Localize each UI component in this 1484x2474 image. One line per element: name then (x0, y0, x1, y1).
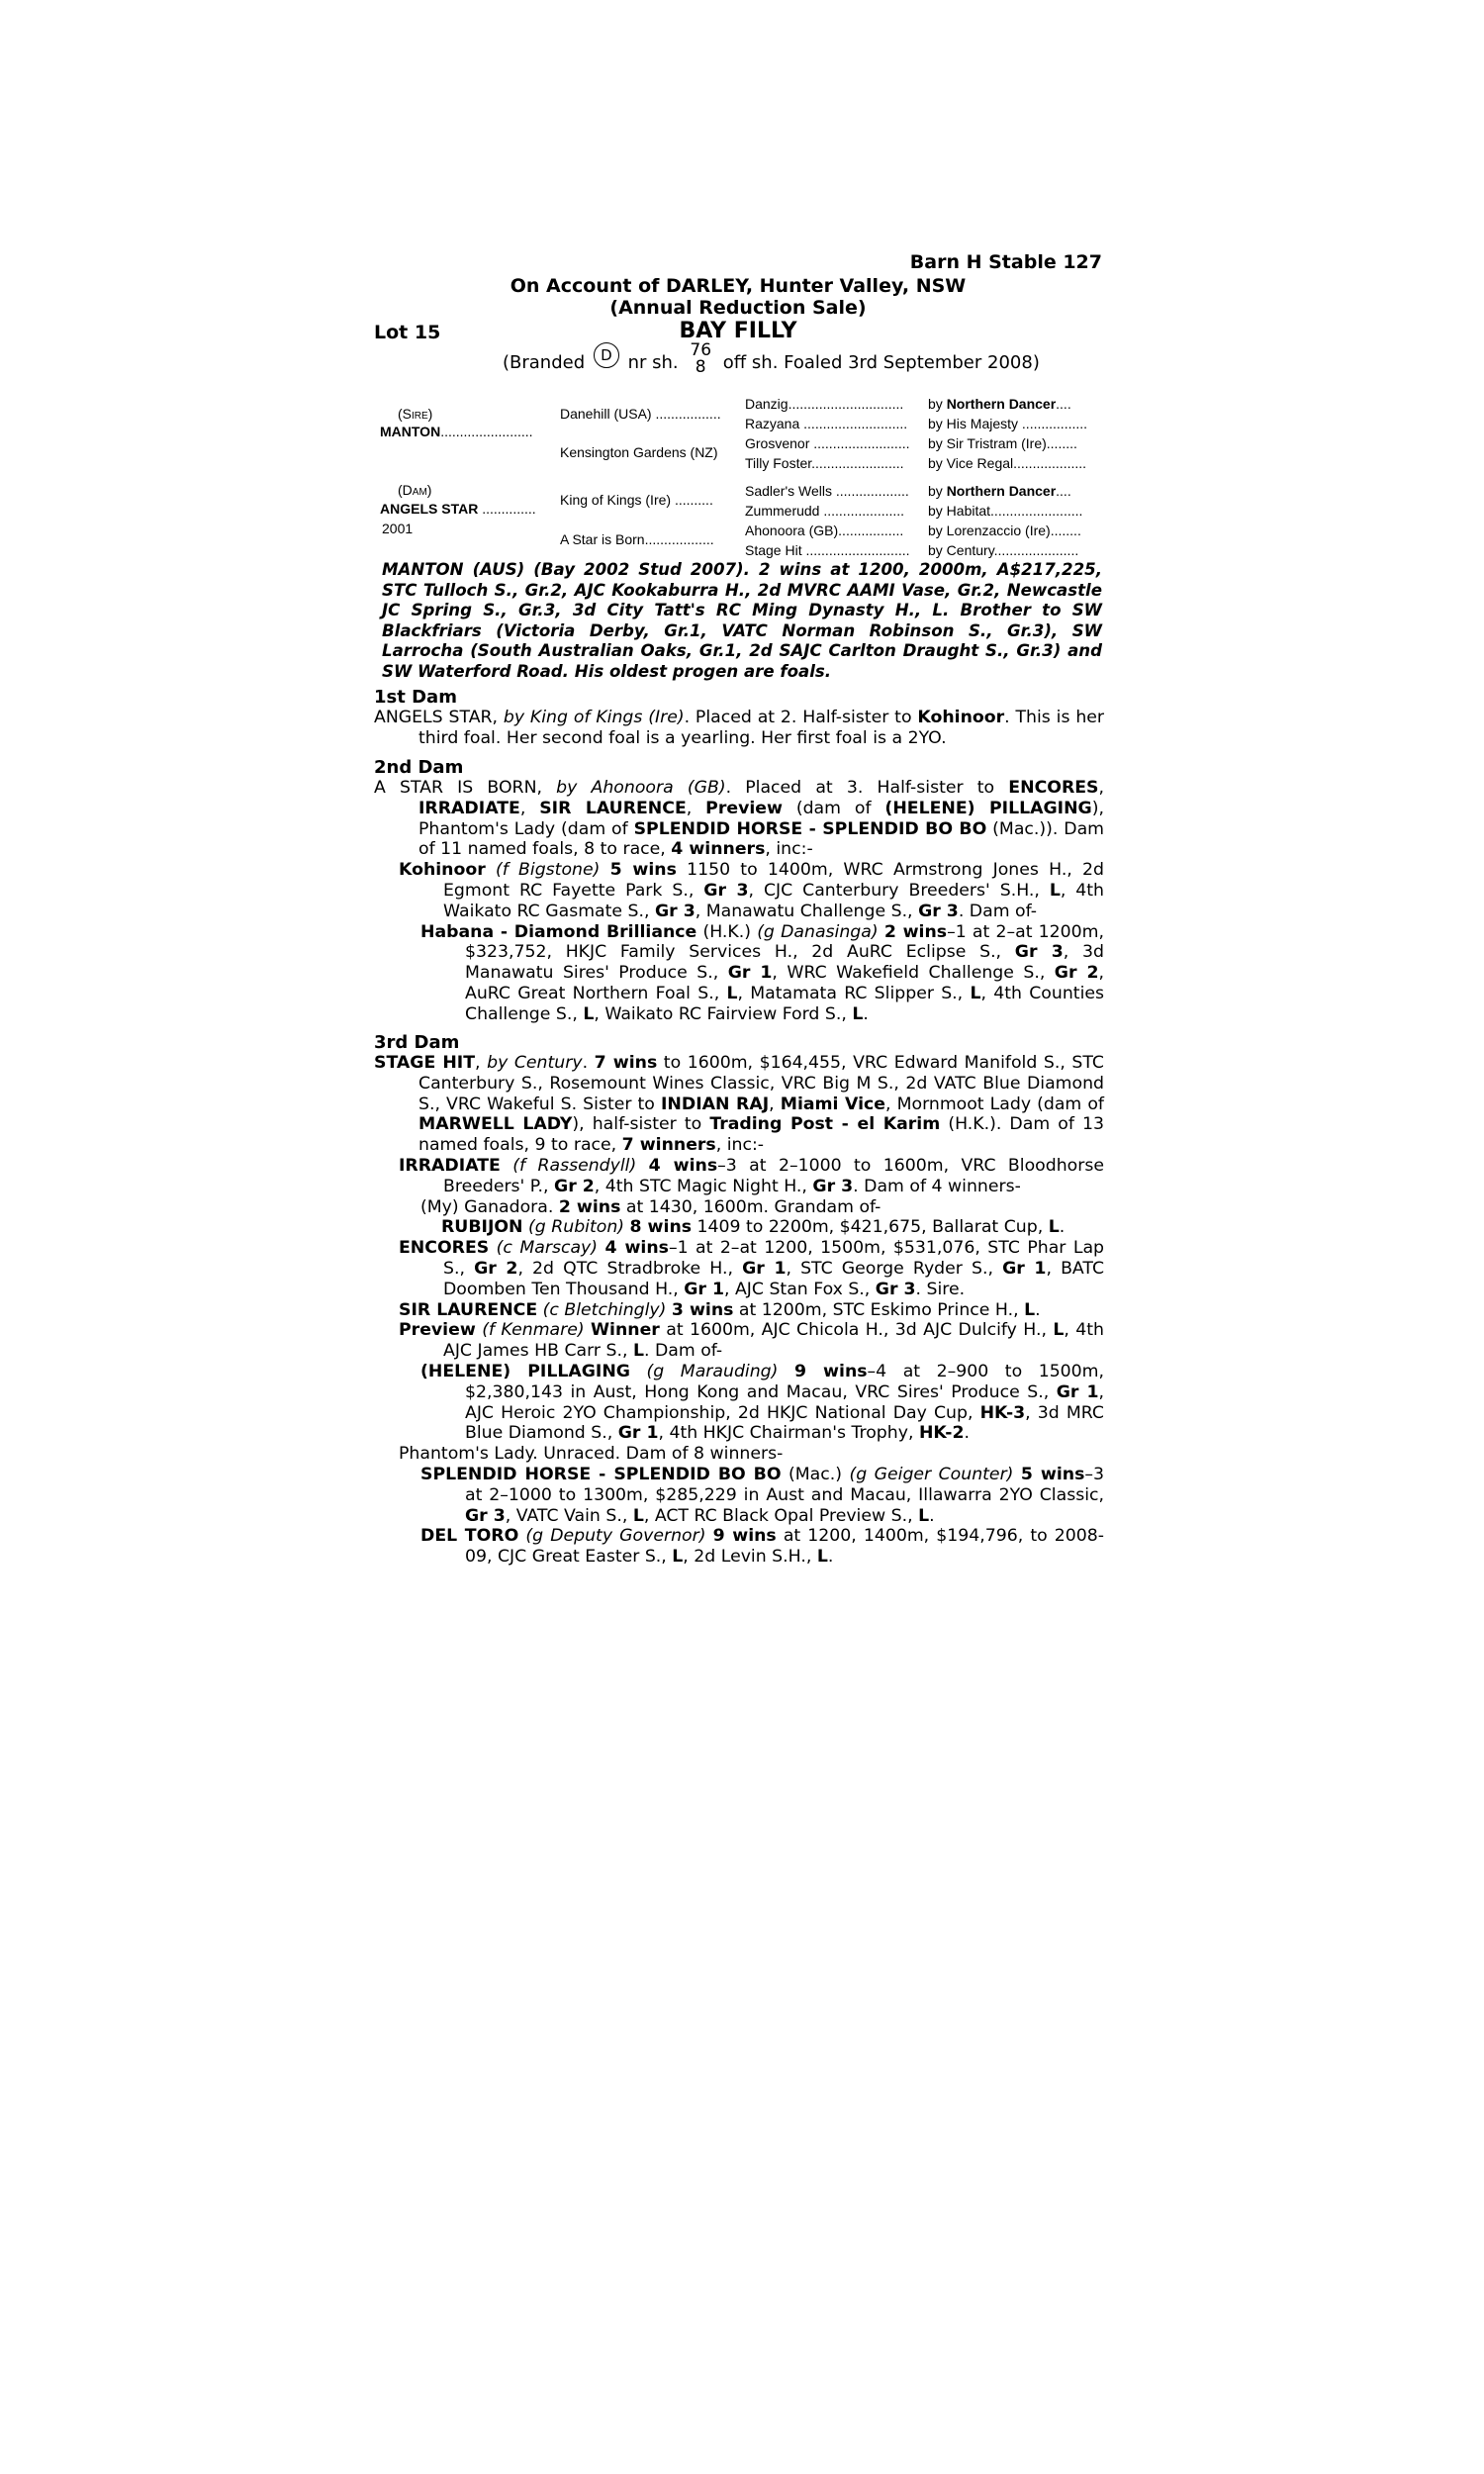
bold-run: Preview (705, 798, 783, 818)
italic-run: (f Bigstone) (496, 860, 601, 881)
text-run: (H.K.) (696, 921, 758, 942)
lot-number: Lot 15 (374, 322, 441, 343)
text-run: . (929, 1505, 935, 1526)
text-run (600, 860, 609, 880)
ancestor: Danzig.............................. (745, 396, 904, 412)
text-run: at 1200, 1400m, $194,796, to 2008-09, CJC Great Easter S., (465, 1526, 1104, 1568)
text-run: , 4th Counties Challenge S., (465, 983, 1105, 1024)
pedigree-paragraph (374, 922, 1104, 1025)
bold-run: Gr 3 (918, 901, 959, 921)
text-run: , 4th HKJC Chairman's Trophy, (658, 1423, 919, 1444)
text-run: , (1098, 778, 1104, 798)
bold-run: HK-3 (979, 1402, 1026, 1423)
text-run: , AJC Stan Fox S., (724, 1279, 876, 1299)
bold-run: L (970, 983, 981, 1003)
text-run: . (1035, 1299, 1041, 1320)
bold-run: Gr 3 (1014, 942, 1064, 963)
ancestor-sire: by Vice Regal................... (928, 455, 1087, 471)
italic-run: (g Geiger Counter) (849, 1464, 1014, 1484)
ancestor-by: by (928, 396, 943, 412)
brand-line (503, 340, 1040, 380)
text-run: –1 at 2–at 1200, 1500m, $531,076, STC Phar Lap S., (443, 1238, 1105, 1279)
italic-run: (g Rubiton) (528, 1217, 625, 1238)
bold-run: 3 wins (671, 1299, 734, 1320)
bold-run: Gr 1 (684, 1279, 724, 1299)
bold-run: Trading Post - el Karim (709, 1114, 941, 1135)
bold-run: DEL TORO (420, 1526, 519, 1547)
bold-run: 9 wins (712, 1526, 777, 1547)
text-run: (Mac.)). Dam of 11 named foals, 8 to race, (418, 818, 1104, 860)
bold-run: Kohinoor (917, 708, 1005, 727)
bold-run: RUBIJON (441, 1217, 523, 1238)
text-run: (dam of (782, 798, 885, 818)
pedigree-paragraph (374, 778, 1104, 860)
second-dam-body (374, 778, 1104, 1025)
bold-run: ENCORES (399, 1238, 490, 1259)
text-run (630, 1362, 647, 1381)
pedigree-paragraph (374, 1217, 1104, 1238)
text-run: , CJC Canterbury Breeders' S.H., (748, 880, 1050, 901)
bold-run: IRRADIATE (399, 1155, 501, 1176)
bold-run: Miami Vice (780, 1094, 886, 1114)
bold-run: 4 wins (648, 1155, 718, 1176)
bold-run: L (1048, 1217, 1060, 1238)
sire-name: MANTON (380, 424, 441, 439)
text-run: , Manawatu Challenge S., (695, 901, 919, 921)
pedigree-paragraph (374, 1156, 1104, 1197)
text-run: Phantom's Lady. Unraced. Dam of 8 winners- (399, 1444, 784, 1465)
second-dam-section (374, 757, 1104, 1025)
brand-number-bottom: 8 (695, 357, 706, 377)
bold-run: L (1053, 1320, 1065, 1341)
text-run: 1409 to 2200m, $421,675, Ballarat Cup, (692, 1217, 1049, 1238)
text-run: . Placed at 3. Half-sister to (725, 778, 1009, 798)
ancestor-sire-name: Northern Dancer (946, 396, 1057, 412)
text-run: , 3d Manawatu Sires' Produce S., (465, 942, 1104, 984)
text-run: . (1059, 1217, 1066, 1238)
dam-name: ANGELS STAR (380, 501, 479, 517)
sire-role: (Sire) (398, 406, 433, 422)
bold-run: 9 wins (793, 1361, 868, 1381)
text-run: , (686, 798, 706, 818)
first-dam-section (374, 687, 1104, 749)
text-run: , 4th STC Magic Night H., (594, 1176, 813, 1196)
dam-role: (Dam) (398, 482, 432, 498)
bold-run: MARWELL LADY (418, 1114, 573, 1135)
text-run: A STAR IS BORN, (374, 778, 557, 798)
text-run: , (475, 1053, 488, 1073)
pedigree-paragraph (374, 1362, 1104, 1444)
bold-run: 4 wins (604, 1238, 669, 1259)
damsire: King of Kings (Ire) .......... (560, 492, 713, 508)
dam-year: 2001 (382, 521, 414, 536)
bold-run: Gr 1 (1002, 1258, 1047, 1279)
ancestor: Ahonoora (GB)................. (745, 523, 904, 538)
bold-run: INDIAN RAJ (660, 1094, 770, 1114)
text-run: , AJC Heroic 2YO Championship, 2d HKJC National Day Cup, (465, 1381, 1105, 1423)
pedigree-paragraph (374, 1300, 1104, 1321)
text-run: . Dam of- (644, 1341, 723, 1362)
vendor-line: On Account of DARLEY, Hunter Valley, NSW (510, 275, 967, 297)
sire (380, 424, 533, 439)
ancestor: Grosvenor ......................... (745, 435, 910, 451)
bold-run: 5 wins (609, 860, 677, 881)
pedigree-paragraph (374, 1053, 1104, 1156)
text-run (489, 1238, 496, 1258)
third-dam-heading: 3rd Dam (374, 1032, 460, 1053)
bold-run: Gr 1 (727, 963, 773, 984)
italic-run: by Ahonoora (GB) (556, 778, 726, 798)
bold-run: Winner (591, 1320, 660, 1341)
bold-run: L (918, 1505, 930, 1526)
pedigree-paragraph (374, 1526, 1104, 1568)
text-run: at 1200m, STC Eskimo Prince H., (733, 1299, 1025, 1320)
bold-run: Gr 3 (812, 1176, 854, 1196)
pedigree-paragraph (374, 1444, 1104, 1465)
bold-run: L (726, 983, 738, 1003)
sale-name: (Annual Reduction Sale) (609, 297, 867, 319)
text-run: . (827, 1547, 834, 1568)
text-run: , VATC Vain S., (505, 1505, 633, 1526)
bold-run: 2 wins (558, 1196, 621, 1217)
text-run: , BATC Doomben Ten Thousand H., (443, 1258, 1105, 1299)
sire-dots: ........................ (440, 424, 533, 439)
bold-run: 4 winners (671, 839, 766, 860)
ancestor-sire (928, 396, 1071, 412)
ancestor-sire: by His Majesty ................. (928, 416, 1088, 431)
text-run: , inc:- (765, 839, 813, 860)
text-run: at 1430, 1600m. Grandam of- (620, 1196, 881, 1217)
bold-run: L (852, 1003, 864, 1024)
text-run: . (863, 1003, 869, 1024)
bold-run: Gr 1 (742, 1258, 787, 1279)
text-run: –1 at 2–at 1200m, $323,752, HKJC Family Services H., 2d AuRC Eclipse S., (465, 921, 1104, 963)
text-run (1013, 1465, 1020, 1484)
bold-run: 2 wins (883, 921, 948, 942)
bold-run: Gr 3 (654, 901, 696, 921)
text-run: . (964, 1423, 971, 1444)
third-dam-section (374, 1032, 1104, 1568)
text-run: ), half-sister to (572, 1114, 710, 1135)
bold-run: Preview (399, 1320, 476, 1341)
ancestor: Razyana ........................... (745, 416, 908, 431)
grandsire: Danehill (USA) ................. (560, 406, 721, 422)
italic-run: by King of Kings (Ire) (503, 708, 685, 727)
text-run (636, 1156, 648, 1176)
bold-run: (HELENE) PILLAGING (884, 798, 1092, 818)
ancestor-dots: .... (1056, 483, 1071, 499)
pedigree-paragraph (374, 1197, 1104, 1218)
brand-number (690, 342, 711, 376)
text-run: , (769, 1094, 781, 1114)
italic-run: by Century (487, 1053, 583, 1073)
bold-run: Habana - Diamond Brilliance (420, 921, 697, 942)
third-dam-body (374, 1053, 1104, 1568)
bold-run: L (1024, 1299, 1036, 1320)
bold-run: SPLENDID HORSE - SPLENDID BO BO (633, 818, 987, 839)
second-dam-heading: 2nd Dam (374, 757, 464, 778)
bold-run: Gr 2 (554, 1176, 595, 1196)
bold-run: Gr 1 (1056, 1381, 1099, 1402)
text-run: . Dam of 4 winners- (853, 1176, 1021, 1196)
sire-summary: MANTON (AUS) (Bay 2002 Stud 2007). 2 wins at 1200, 2000m, A$217,225, STC Tulloch S., Gr.2, AJC Kookaburra H., 2d MVRC AAMI Vase, Gr.2, Newcastle JC Spring S., Gr.3, 3d City Tatt's RC Ming Dynasty H., L. Brother to SW Blackfriars (Victoria Derby, Gr.1, VATC Norman Robinson S., Gr.3), SW Larrocha (South Australian Oaks, Gr.1, 2d SAJC Carlton Draught S., Gr.3) and SW Waterford Road. His oldest progen are foals. (382, 560, 1102, 681)
bold-run: 7 wins (594, 1053, 658, 1073)
text-run: , Mornmoot Lady (dam of (885, 1094, 1104, 1114)
italic-run: (c Bletchingly) (542, 1299, 667, 1320)
text-run: , Waikato RC Fairview Ford S., (594, 1003, 853, 1024)
brand-circle-icon: D (594, 342, 619, 368)
text-run: , 4th AJC James HB Carr S., (443, 1320, 1104, 1362)
text-run: , 2d Levin S.H., (683, 1547, 817, 1568)
text-run: . Sire. (915, 1279, 966, 1299)
barn-stable: Barn H Stable 127 (909, 251, 1102, 273)
bold-run: SIR LAURENCE (399, 1299, 538, 1320)
text-run (486, 860, 496, 880)
text-run: ), Phantom's Lady (dam of (418, 798, 1104, 839)
text-run: to 1600m, $164,455, VRC Edward Manifold S., STC Canterbury S., Rosemount Wines Classic, VRC Big M S., 2d VATC Blue Diamond S., VRC Wakeful S. Sister to (418, 1053, 1104, 1114)
bold-run: Gr 2 (474, 1258, 518, 1279)
ancestor: Sadler's Wells ................... (745, 483, 909, 499)
text-run: . Placed at 2. Half-sister to (684, 708, 918, 727)
text-run: (My) Ganadora. (420, 1196, 559, 1217)
ancestor-sire: by Lorenzaccio (Ire)........ (928, 523, 1081, 538)
text-run: –3 at 2–1000 to 1300m, $285,229 in Aust and Macau, Illawarra 2YO Classic, (465, 1464, 1105, 1505)
pedigree-paragraph (374, 1465, 1104, 1526)
bold-run: IRRADIATE (418, 798, 520, 818)
pedigree-paragraph (374, 860, 1104, 921)
granddam-sire-side: Kensington Gardens (NZ) (560, 444, 718, 460)
italic-run: (g Marauding) (646, 1361, 779, 1381)
ancestor-sire-name: Northern Dancer (946, 483, 1057, 499)
text-run: . Dam of- (958, 901, 1037, 921)
brand-mid: nr sh. (627, 352, 679, 373)
bold-run: L (632, 1505, 644, 1526)
brand-suffix: off sh. Foaled 3rd September 2008) (722, 352, 1040, 373)
bold-run: Gr 3 (465, 1505, 506, 1526)
dam-dots: .............. (482, 501, 536, 517)
text-run: , 4th Waikato RC Gasmate S., (443, 880, 1105, 921)
text-run: , AuRC Great Northern Foal S., (465, 963, 1105, 1003)
text-run (778, 1362, 794, 1381)
bold-run: Gr 2 (1054, 963, 1099, 984)
bold-run: 5 wins (1020, 1464, 1085, 1484)
text-run: –4 at 2–900 to 1500m, $2,380,143 in Aust, Hong Kong and Macau, VRC Sires' Produce S., (465, 1361, 1105, 1402)
italic-run: (f Kenmare) (482, 1320, 585, 1341)
bold-run: L (583, 1003, 595, 1024)
ancestor-sire: by Century...................... (928, 542, 1079, 558)
bold-run: SPLENDID HORSE - SPLENDID BO BO (420, 1464, 782, 1484)
bold-run: STAGE HIT (374, 1053, 476, 1073)
bold-run: ENCORES (1008, 778, 1099, 798)
text-run: , STC George Ryder S., (786, 1258, 1003, 1279)
bold-run: Gr 3 (875, 1279, 916, 1299)
first-dam-paragraph (374, 708, 1104, 749)
ancestor-by: by (928, 483, 943, 499)
text-run: . This is her third foal. Her second foal is a yearling. Her first foal is a 2YO. (418, 708, 1105, 748)
ancestor: Tilly Foster........................ (745, 455, 904, 471)
lot-title: BAY FILLY (679, 319, 797, 343)
text-run: , 2d QTC Stradbroke H., (517, 1258, 743, 1279)
bold-run: L (1049, 880, 1061, 901)
ancestor-sire (928, 483, 1071, 499)
pedigree-paragraph (374, 1238, 1104, 1299)
ancestor-sire: by Sir Tristram (Ire)........ (928, 435, 1077, 451)
text-run: , 3d MRC Blue Diamond S., (465, 1402, 1104, 1444)
bold-run: 7 winners (621, 1135, 716, 1156)
ancestor: Stage Hit ........................... (745, 542, 910, 558)
italic-run: (g Deputy Governor) (525, 1526, 706, 1547)
pedigree-paragraph (374, 1320, 1104, 1362)
ancestor-sire: by Habitat........................ (928, 503, 1083, 519)
bold-run: L (632, 1341, 644, 1362)
first-dam-heading: 1st Dam (374, 687, 457, 708)
bold-run: HK-2 (918, 1423, 965, 1444)
text-run: , ACT RC Black Opal Preview S., (643, 1505, 919, 1526)
ancestor: Zummerudd ..................... (745, 503, 905, 519)
bold-run: (HELENE) PILLAGING (420, 1361, 630, 1381)
text-run: (H.K.). Dam of 13 named foals, 9 to race, (418, 1114, 1105, 1156)
ancestor-dots: .... (1056, 396, 1071, 412)
text-run: . (582, 1053, 595, 1073)
bold-run: SIR LAURENCE (539, 798, 687, 818)
brand-prefix: (Branded (503, 352, 586, 373)
text-run (501, 1156, 512, 1176)
text-run: 1150 to 1400m, WRC Armstrong Jones H., 2d Egmont RC Fayette Park S., (443, 860, 1104, 901)
bold-run: L (816, 1547, 828, 1568)
text-run: , Matamata RC Slipper S., (737, 983, 971, 1003)
dam (380, 501, 536, 517)
text-run: , (519, 798, 540, 818)
bold-run: 8 wins (629, 1217, 693, 1238)
text-run: , WRC Wakefield Challenge S., (772, 963, 1055, 984)
italic-run: (g Danasinga) (757, 921, 879, 942)
text-run: , inc:- (715, 1135, 765, 1156)
bold-run: Kohinoor (399, 860, 486, 881)
text-run (705, 1526, 712, 1546)
text-run: (Mac.) (781, 1464, 850, 1484)
text-run: –3 at 2–1000 to 1600m, VRC Bloodhorse Breeders' P., (443, 1155, 1104, 1196)
bold-run: Gr 1 (617, 1423, 659, 1444)
italic-run: (f Rassendyll) (512, 1155, 637, 1176)
bold-run: L (672, 1547, 684, 1568)
brand-number-top: 76 (690, 340, 712, 360)
bold-run: Gr 3 (703, 880, 749, 901)
granddam-dam-side: A Star is Born.................. (560, 531, 714, 547)
italic-run: (c Marscay) (496, 1238, 599, 1259)
text-run: ANGELS STAR, (374, 708, 504, 727)
text-run: at 1600m, AJC Chicola H., 3d AJC Dulcify H., (659, 1320, 1054, 1341)
